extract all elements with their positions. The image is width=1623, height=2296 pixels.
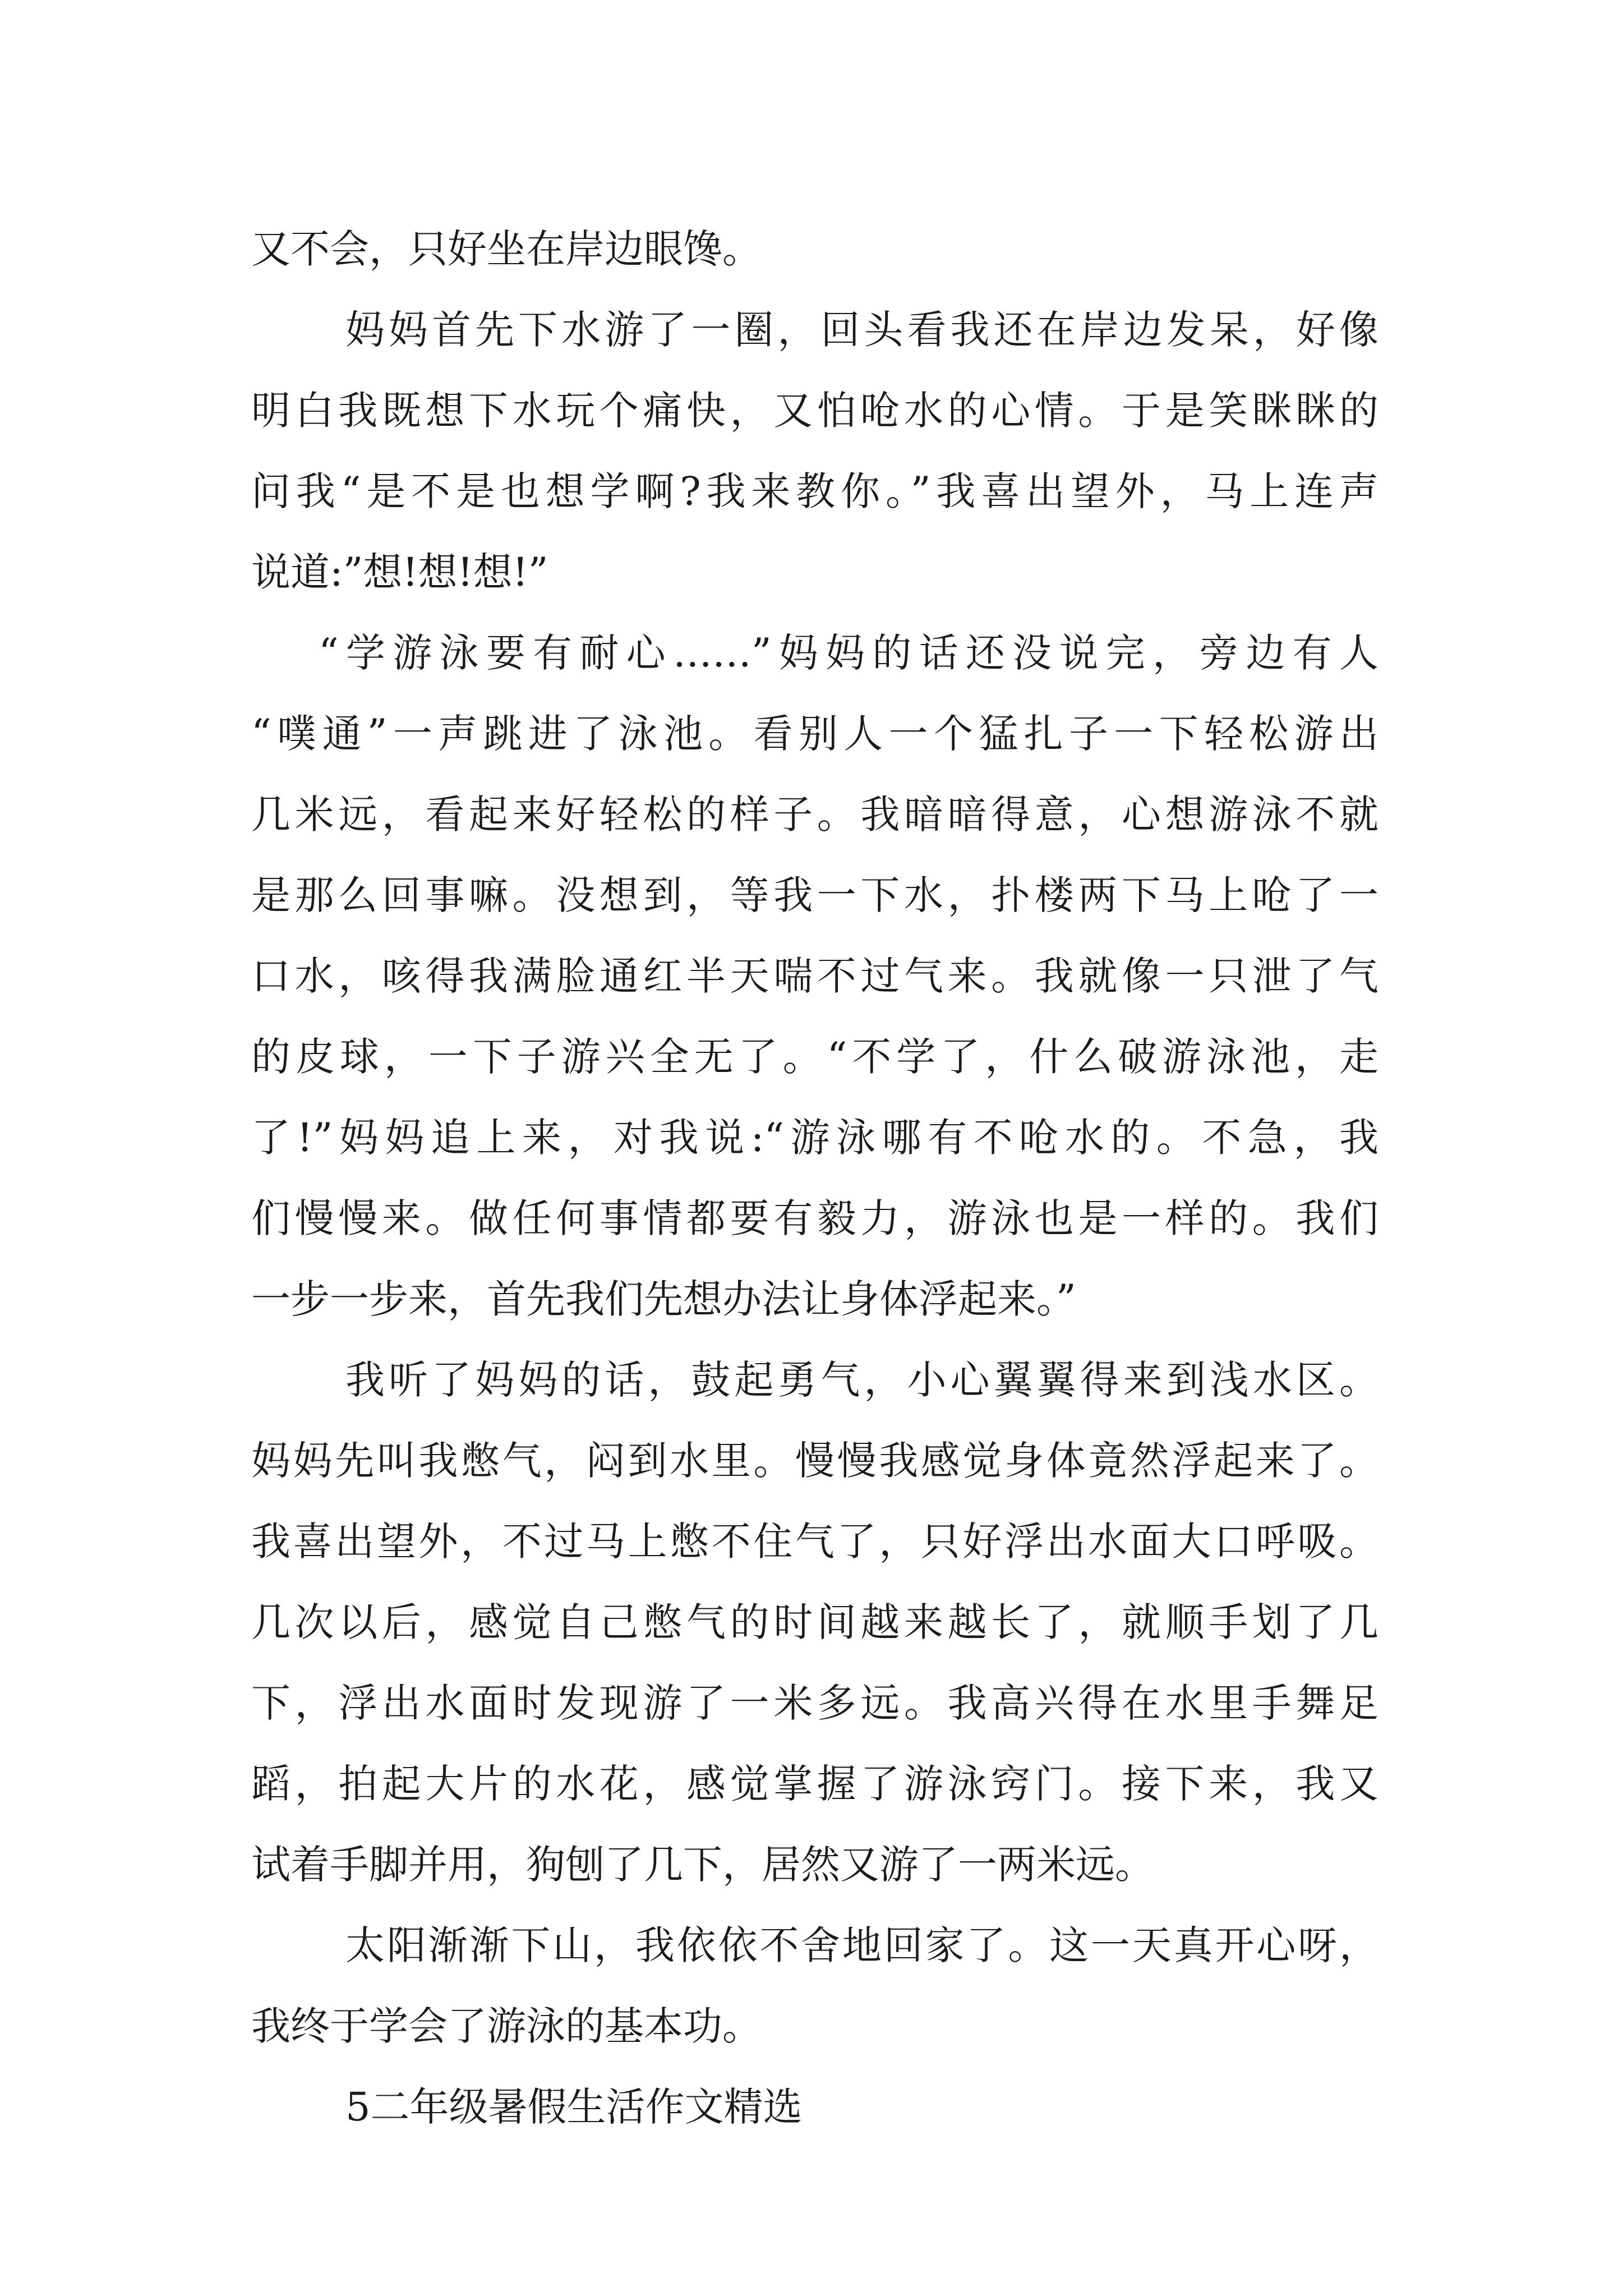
paragraph-line: 妈妈首先下水游了一圈，回头看我还在岸边发呆，好像: [345, 307, 1378, 353]
paragraph-line: “噗通”一声跳进了泳池。看别人一个猛扎子一下轻松游出: [251, 711, 1378, 757]
paragraph-line: 口水，咳得我满脸通红半天喘不过气来。我就像一只泄了气: [251, 953, 1378, 999]
paragraph-line: “学游泳要有耐心……”妈妈的话还没说完，旁边有人: [319, 630, 1378, 676]
paragraph-line: 太阳渐渐下山，我依依不舍地回家了。这一天真开心呀，: [345, 1922, 1378, 1968]
paragraph-line: 说道:”想!想!想!”: [251, 549, 548, 595]
paragraph-line: 的皮球，一下子游兴全无了。“不学了，什么破游泳池，走: [251, 1034, 1378, 1080]
paragraph-line: 又不会，只好坐在岸边眼馋。: [251, 226, 762, 272]
paragraph-line: 几米远，看起来好轻松的样子。我暗暗得意，心想游泳不就: [251, 792, 1378, 838]
paragraph-line: 问我“是不是也想学啊?我来教你。”我喜出望外，马上连声: [251, 468, 1378, 514]
paragraph-line: 是那么回事嘛。没想到，等我一下水，扑楼两下马上呛了一: [251, 872, 1378, 918]
paragraph-line: 们慢慢来。做任何事情都要有毅力，游泳也是一样的。我们: [251, 1195, 1378, 1241]
paragraph-line: 一步一步来，首先我们先想办法让身体浮起来。”: [251, 1276, 1076, 1322]
paragraph-line: 我听了妈妈的话，鼓起勇气，小心翼翼得来到浅水区。: [345, 1357, 1378, 1403]
paragraph-line: 蹈，拍起大片的水花，感觉掌握了游泳窍门。接下来，我又: [251, 1761, 1378, 1807]
paragraph-line: 我喜出望外，不过马上憋不住气了，只好浮出水面大口呼吸。: [251, 1519, 1378, 1565]
paragraph-line: 我终于学会了游泳的基本功。: [251, 2003, 762, 2049]
paragraph-line: 几次以后，感觉自己憋气的时间越来越长了，就顺手划了几: [251, 1599, 1378, 1645]
essay-body: [251, 209, 1378, 2147]
paragraph-line: 试着手脚并用，狗刨了几下，居然又游了一两米远。: [251, 1842, 1154, 1888]
section-heading: 5二年级暑假生活作文精选: [345, 2084, 803, 2130]
paragraph-line: 妈妈先叫我憋气，闷到水里。慢慢我感觉身体竟然浮起来了。: [251, 1438, 1378, 1484]
paragraph-line: 了!”妈妈追上来，对我说:“游泳哪有不呛水的。不急，我: [251, 1115, 1378, 1161]
paragraph-line: 明白我既想下水玩个痛快，又怕呛水的心情。于是笑眯眯的: [251, 388, 1378, 434]
paragraph-line: 下，浮出水面时发现游了一米多远。我高兴得在水里手舞足: [251, 1680, 1378, 1726]
